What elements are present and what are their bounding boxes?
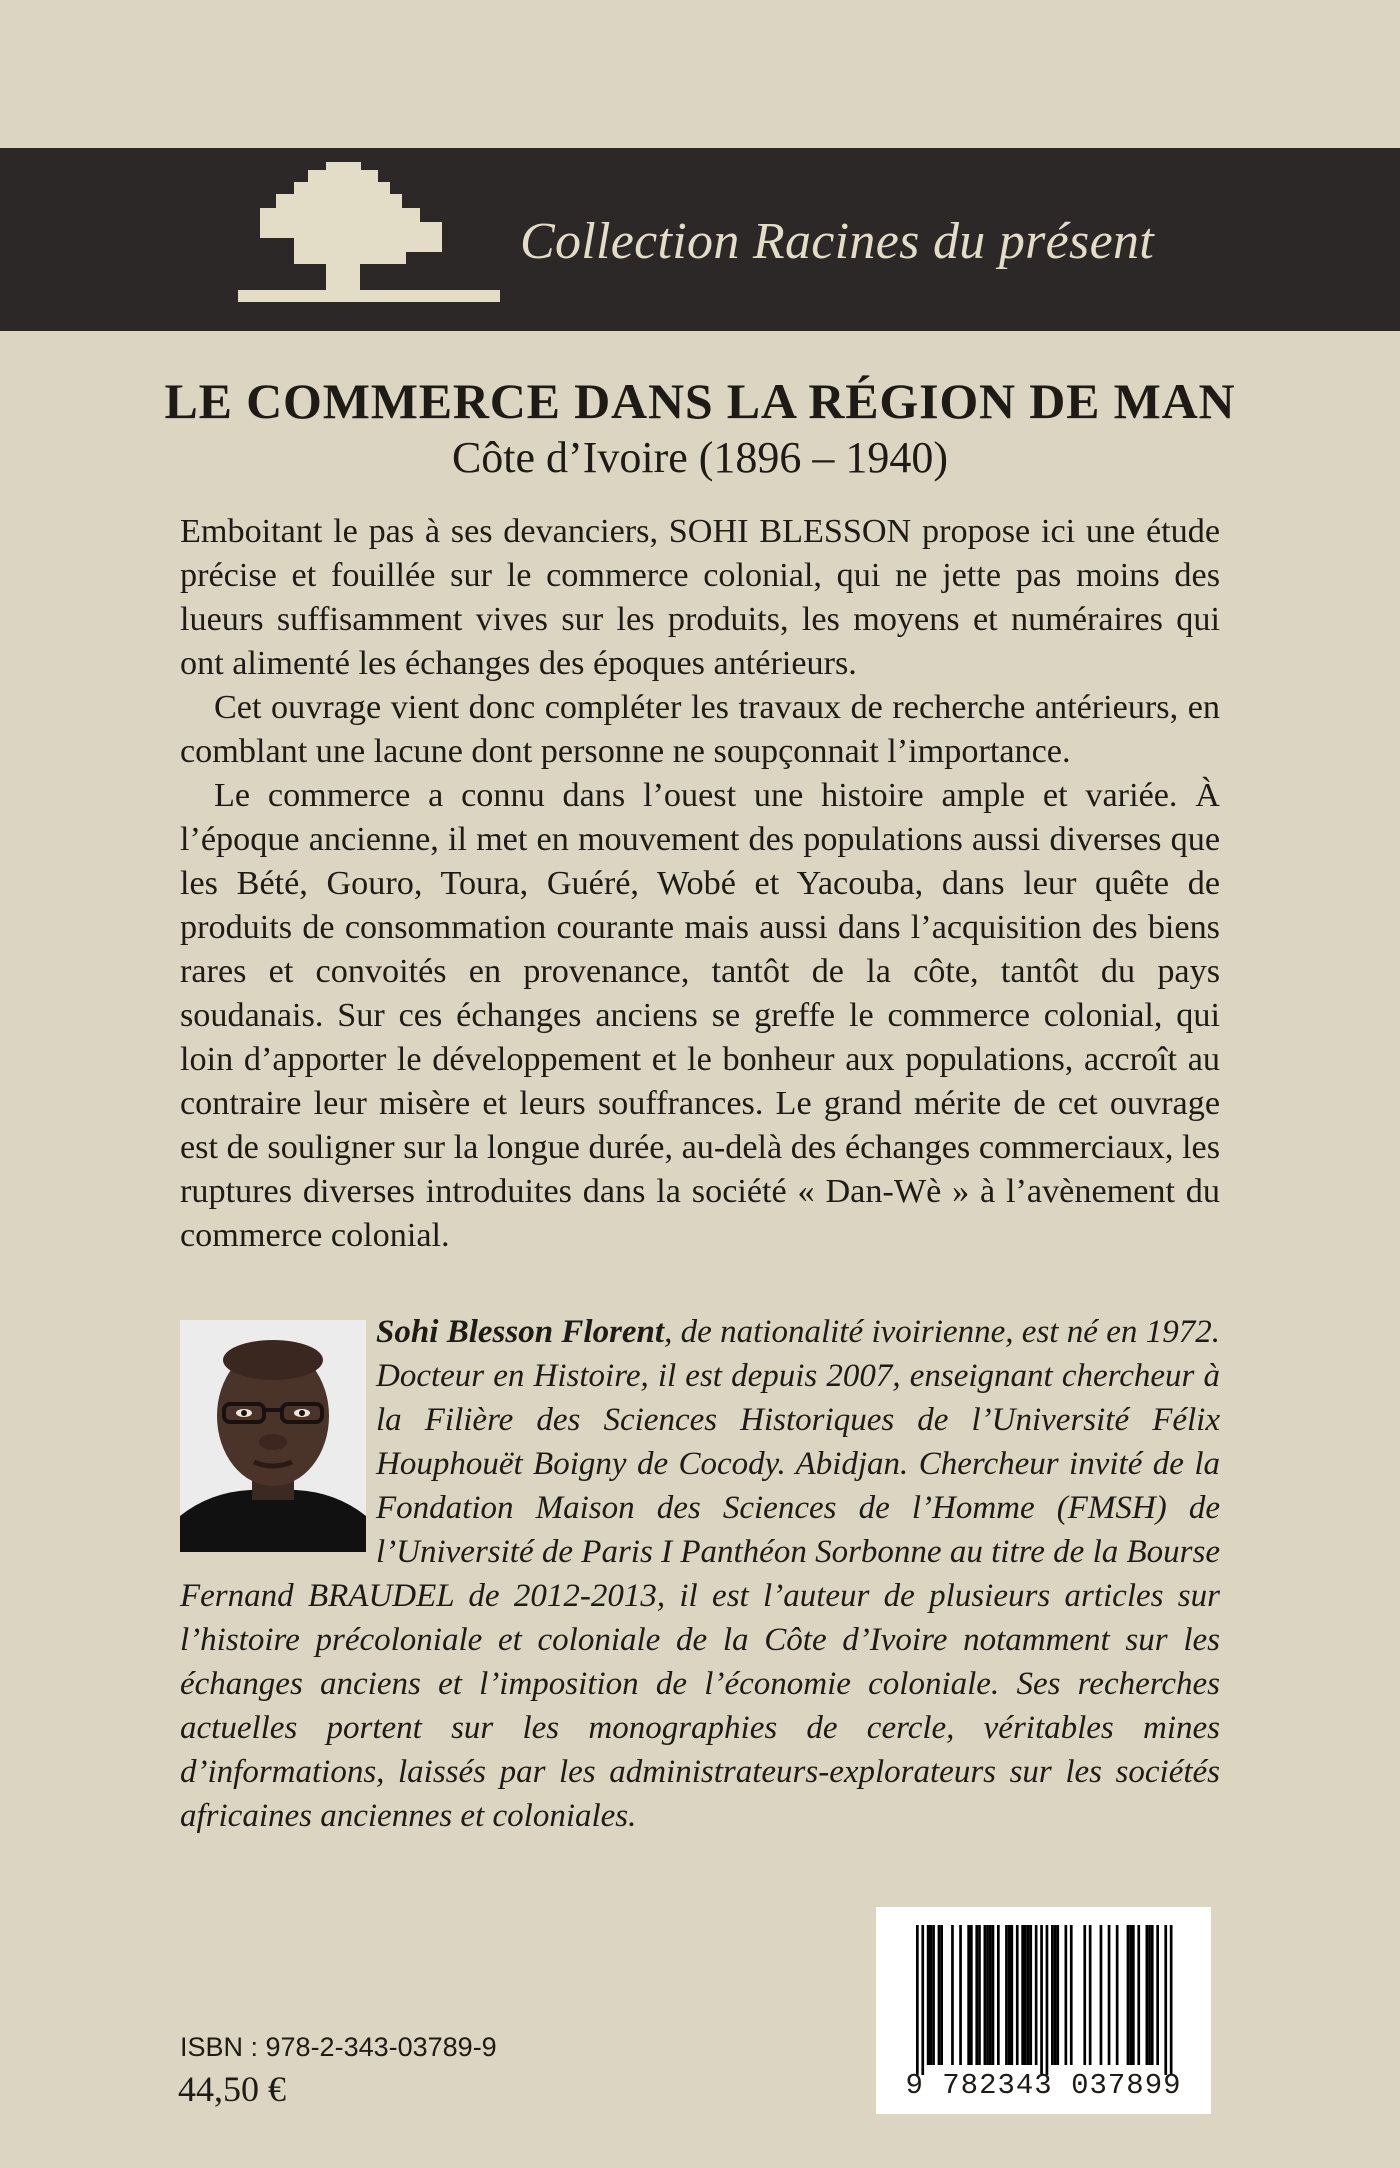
isbn: ISBN : 978-2-343-03789-9 — [180, 2032, 497, 2062]
blurb-paragraph: Cet ouvrage vient donc compléter les travaux de recherche antérieurs, en comblant une lacune dont personne ne soupçonnait l’importance. — [180, 689, 1220, 770]
barcode-bar — [1170, 1925, 1173, 2075]
barcode-bar — [959, 1925, 962, 2065]
barcode-bar — [1027, 1925, 1030, 2065]
collection-name: Collection Racines du présent — [520, 213, 1155, 270]
barcode-bar — [1070, 1925, 1073, 2065]
barcode-digits: 9 782343 037899 — [905, 2069, 1182, 2102]
barcode-bar — [992, 1925, 995, 2065]
barcode-bar — [1065, 1925, 1068, 2065]
barcode-bar — [1127, 1925, 1130, 2065]
photo-spacer — [180, 1310, 376, 1574]
barcode-bar — [921, 1925, 924, 2075]
price: 44,50 € — [178, 2069, 286, 2109]
barcode-bar — [984, 1925, 987, 2065]
barcode-bar — [975, 1925, 978, 2065]
author-bio — [180, 1310, 1220, 1838]
barcode-bar — [986, 1925, 989, 2065]
barcode-bar — [1148, 1925, 1151, 2065]
barcode-bar — [1016, 1925, 1019, 2065]
tree-logo-icon — [238, 162, 503, 312]
barcode-bar — [1046, 1925, 1049, 2075]
barcode-bar — [1151, 1925, 1154, 2065]
barcode-bar — [997, 1925, 1000, 2065]
barcode — [876, 1907, 1211, 2114]
barcode-bar — [1146, 1925, 1149, 2065]
barcode-bar — [1056, 1925, 1059, 2065]
barcode-bar — [940, 1925, 943, 2065]
barcode-bar — [1008, 1925, 1011, 2065]
barcode-bar — [951, 1925, 954, 2065]
barcode-bar — [1005, 1925, 1008, 2065]
barcode-bar — [1089, 1925, 1092, 2065]
book-subtitle: Côte d’Ivoire (1896 – 1940) — [451, 433, 949, 482]
barcode-bar — [1021, 1925, 1024, 2065]
barcode-bar — [1083, 1925, 1086, 2065]
barcode-bar — [1108, 1925, 1111, 2065]
blurb-paragraph: Le commerce a connu dans l’ouest une histoire ample et variée. À l’époque ancienne, il met en mouvement des populations aussi diverses que les Bété, Gouro, Toura, Guéré, Wobé et Yacouba, dans leur quête de produits de consommation courante mais aussi dans l’acquisition des biens rares et convoités en provenance, tantôt de la côte, tantôt du pays soudanais. Sur ces échanges anciens se greffe le commerce colonial, qui loin d’apporter le développement et le bonheur aux populations, accroît au contraire leur misère et leurs souffrances. Le grand mérite de cet ouvrage est de souligner sur la longue durée, au-delà des échanges commerciaux, les ruptures diverses introduites dans la société « Dan-Wè » à l’avènement du commerce colonial. — [180, 777, 1220, 1254]
barcode-bar — [930, 1925, 933, 2065]
book-title: LE COMMERCE DANS LA RÉGION DE MAN — [164, 373, 1236, 429]
barcode-bar — [1132, 1925, 1135, 2065]
barcode-bar — [978, 1925, 981, 2065]
author-name: Sohi Blesson Florent — [376, 1314, 665, 1350]
barcode-bar — [1164, 1925, 1167, 2075]
barcode-bar — [989, 1925, 992, 2065]
barcode-bar — [932, 1925, 935, 2065]
back-cover-blurb — [180, 510, 1220, 1258]
barcode-bar — [1156, 1925, 1159, 2065]
barcode-bar — [1129, 1925, 1132, 2065]
barcode-bar — [967, 1925, 970, 2065]
barcode-bar — [927, 1925, 930, 2065]
barcode-bar — [1040, 1925, 1043, 2075]
barcode-bar — [1116, 1925, 1119, 2065]
barcode-bar — [1011, 1925, 1014, 2065]
barcode-bar — [970, 1925, 973, 2065]
barcode-bar — [938, 1925, 941, 2065]
barcode-bar — [1029, 1925, 1032, 2065]
barcode-bar — [1137, 1925, 1140, 2065]
barcode-bar — [1024, 1925, 1027, 2065]
blurb-paragraph: Emboitant le pas à ses devanciers, SOHI BLESSON propose ici une étude précise et fouillée sur le commerce colonial, qui ne jette pas moins des lueurs suffisamment vives sur les produits, les moyens et numéraires qui ont alimenté les échanges des époques antérieurs. — [180, 513, 1220, 682]
barcode-bar — [916, 1925, 919, 2075]
author-bio-text: , de nationalité ivoirienne, est né en 1972. Docteur en Histoire, il est depuis 2007, enseignant chercheur à la Filière des Sciences Historiques de l’Université Félix Houphouët Boigny de Cocody. Abidjan. Chercheur invité de la Fondation Maison des Sciences de l’Homme (FMSH) de l’Université de Paris I Panthéon Sorbonne au titre de la Bourse Fernand BRAUDEL de 2012-2013, il est l’auteur de plusieurs articles sur l’histoire précoloniale et coloniale de la Côte d’Ivoire notamment sur les échanges anciens et l’imposition de l’économie coloniale. Ses recherches actuelles portent sur les monographies de cercle, véritables mines d’informations, laissés par les administrateurs-explorateurs sur les sociétés africaines anciennes et coloniales. — [180, 1314, 1220, 1834]
barcode-bar — [1054, 1925, 1057, 2065]
barcode-bar — [1035, 1925, 1038, 2065]
barcode-bar — [1051, 1925, 1054, 2065]
barcode-bar — [1100, 1925, 1103, 2065]
